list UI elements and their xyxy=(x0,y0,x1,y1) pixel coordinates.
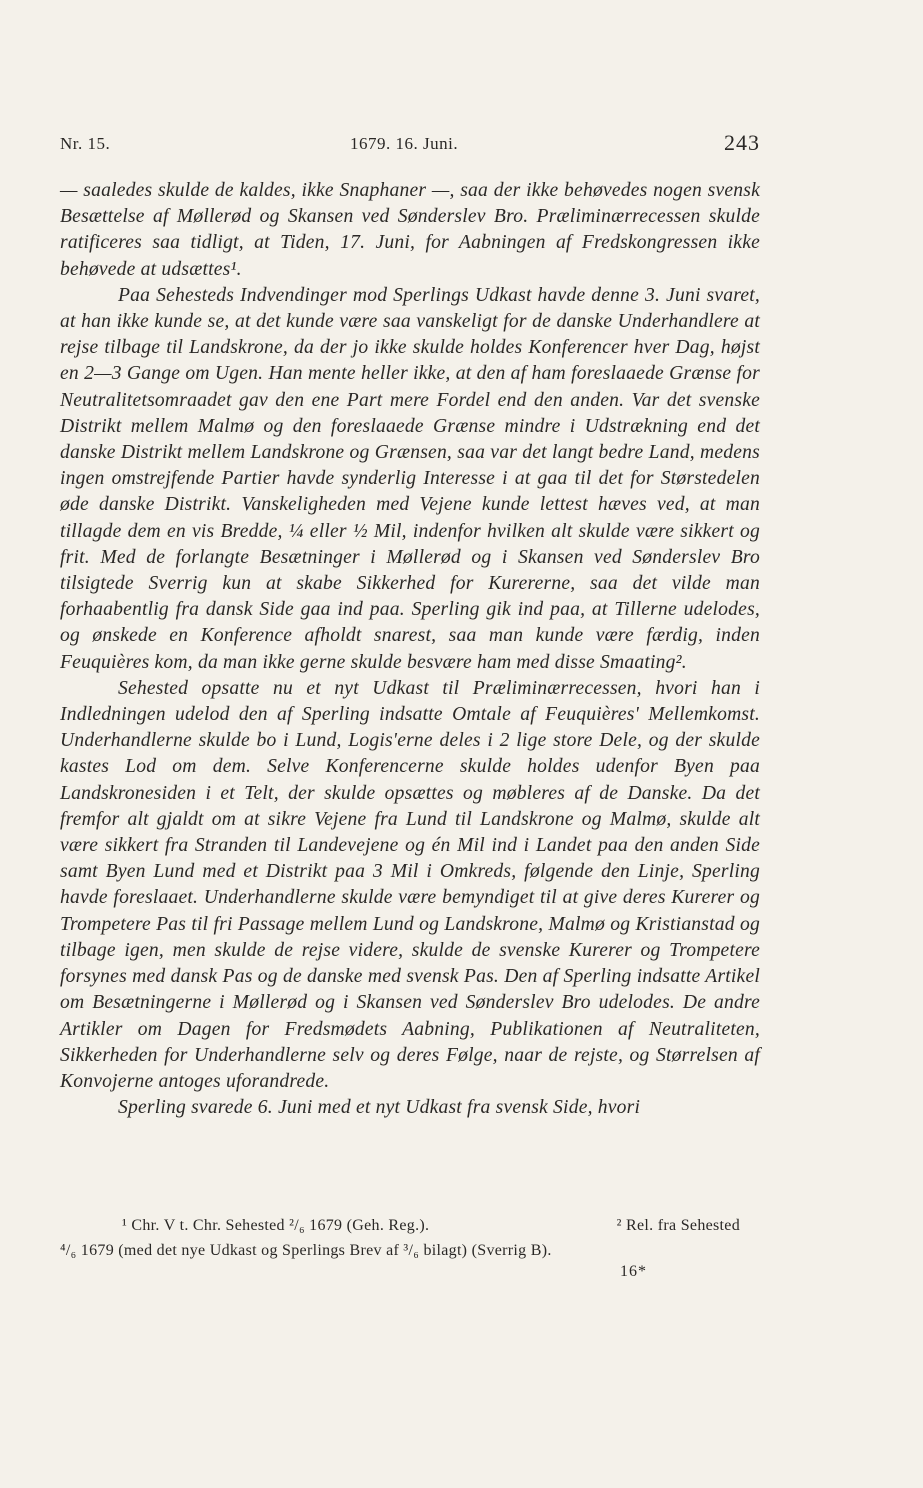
signature-mark: 16* xyxy=(620,1263,647,1280)
running-head xyxy=(60,130,760,160)
footnotes xyxy=(60,1213,750,1263)
footnote-2-continued: ⁴/₆ 1679 (med det nye Udkast og Sperlings Brev af ³/₆ bilagt) (Sverrig B). xyxy=(60,1242,552,1259)
paragraph-4: Sperling svarede 6. Juni med et nyt Udkast fra svensk Side, hvori xyxy=(118,1097,641,1119)
document-number: Nr. 15. xyxy=(60,134,111,153)
document-date: 1679. 16. Juni. xyxy=(350,134,459,153)
paragraph-3: Sehested opsatte nu et nyt Udkast til Præliminærrecessen, hvori han i Indledningen udelod den af Sperling indsatte Omtale af Feuquières' Mellemkomst. Underhandlerne skulde bo i Lund, Logis'erne deles i 2 lige store Dele, og der skulde kastes Lod om dem. Selve Konferencerne skulde holdes udenfor Byen paa Landskronesiden i et Telt, der skulde opsættes og møbleres af de Danske. Da det fremfor alt gjaldt om at sikre Vejene fra Lund til Landskrone og Malmø, skulde alt være sikkert fra Stranden til Landevejene og én Mil ind i Landet paa den anden Side samt Byen Lund med et Distrikt paa 3 Mil i Omkreds, følgende den Linje, Sperling havde foreslaaet. Underhandlerne skulde være bemyndiget til at give deres Kurerer og Trompetere Pas til fri Passage mellem Lund og Landskrone, Malmø og Kristianstad og tilbage igen, men skulde de rejse videre, skulde de svenske Kurerer og Trompetere forsynes med dansk Pas og de danske med svensk Pas. Den af Sperling indsatte Artikel om Besætningerne i Møllerød og i Skansen ved Sønderslev Bro udelodes. De andre Artikler om Dagen for Fredsmødets Aabning, Publikationen af Neutraliteten, Sikkerheden for Underhandlerne selv og deres Følge, naar de rejste, og Størrelsen af Konvojerne antoges uforandrede. xyxy=(60,677,760,1092)
paragraph-1: — saaledes skulde de kaldes, ikke Snaphaner —, saa der ikke behøvedes nogen svensk Besættelse af Møllerød og Skansen ved Sønderslev Bro. Præliminærrecessen skulde ratificeres saa tidligt, at Tiden, 17. Juni, for Aabningen af Fredskongressen ikke behøvede at udsættes¹. xyxy=(60,180,760,280)
page-number: 243 xyxy=(724,130,760,155)
footnote-row-1 xyxy=(60,1213,750,1238)
main-text xyxy=(60,178,760,1121)
footnote-2: ² Rel. fra Sehested xyxy=(616,1217,740,1234)
footnote-1: ¹ Chr. V t. Chr. Sehested ²/₆ 1679 (Geh. Reg.). xyxy=(122,1217,430,1234)
paragraph-2: Paa Sehesteds Indvendinger mod Sperlings Udkast havde denne 3. Juni svaret, at han ikke kunde se, at det kunde være saa vanskeligt for de danske Underhandlere at rejse tilbage til Landskrone, da der jo ikke skulde holdes Konferencer hver Dag, højst en 2—3 Gange om Ugen. Han mente heller ikke, at den af ham foreslaaede Grænse for Neutralitetsomraadet gav den ene Part mere Fordel end den anden. Var det svenske Distrikt mellem Malmø og den foreslaaede Grænse mindre i Udstrækning end det danske Distrikt mellem Landskrone og Grænsen, saa var det langt bedre Land, medens ingen omstrejfende Partier havde synderlig Interesse i at gaa til det for Størstedelen øde danske Distrikt. Vanskeligheden med Vejene kunde lettest hæves ved, at man tillagde dem en vis Bredde, ¼ eller ½ Mil, indenfor hvilken alt skulde være sikkert og frit. Med de forlangte Besætninger i Møllerød og i Skansen ved Sønderslev Bro tilsigtede Sverrig kun at skabe Sikkerhed for Kurererne, saa det vilde man forhaabentlig fra dansk Side gaa ind paa. Sperling gik ind paa, at Tillerne udelodes, og ønskede en Konference afholdt snarest, saa man kunde være færdig, inden Feuquières kom, da man ikke gerne skulde besvære ham med disse Smaating². xyxy=(60,284,760,673)
footnote-row-2 xyxy=(60,1238,750,1263)
